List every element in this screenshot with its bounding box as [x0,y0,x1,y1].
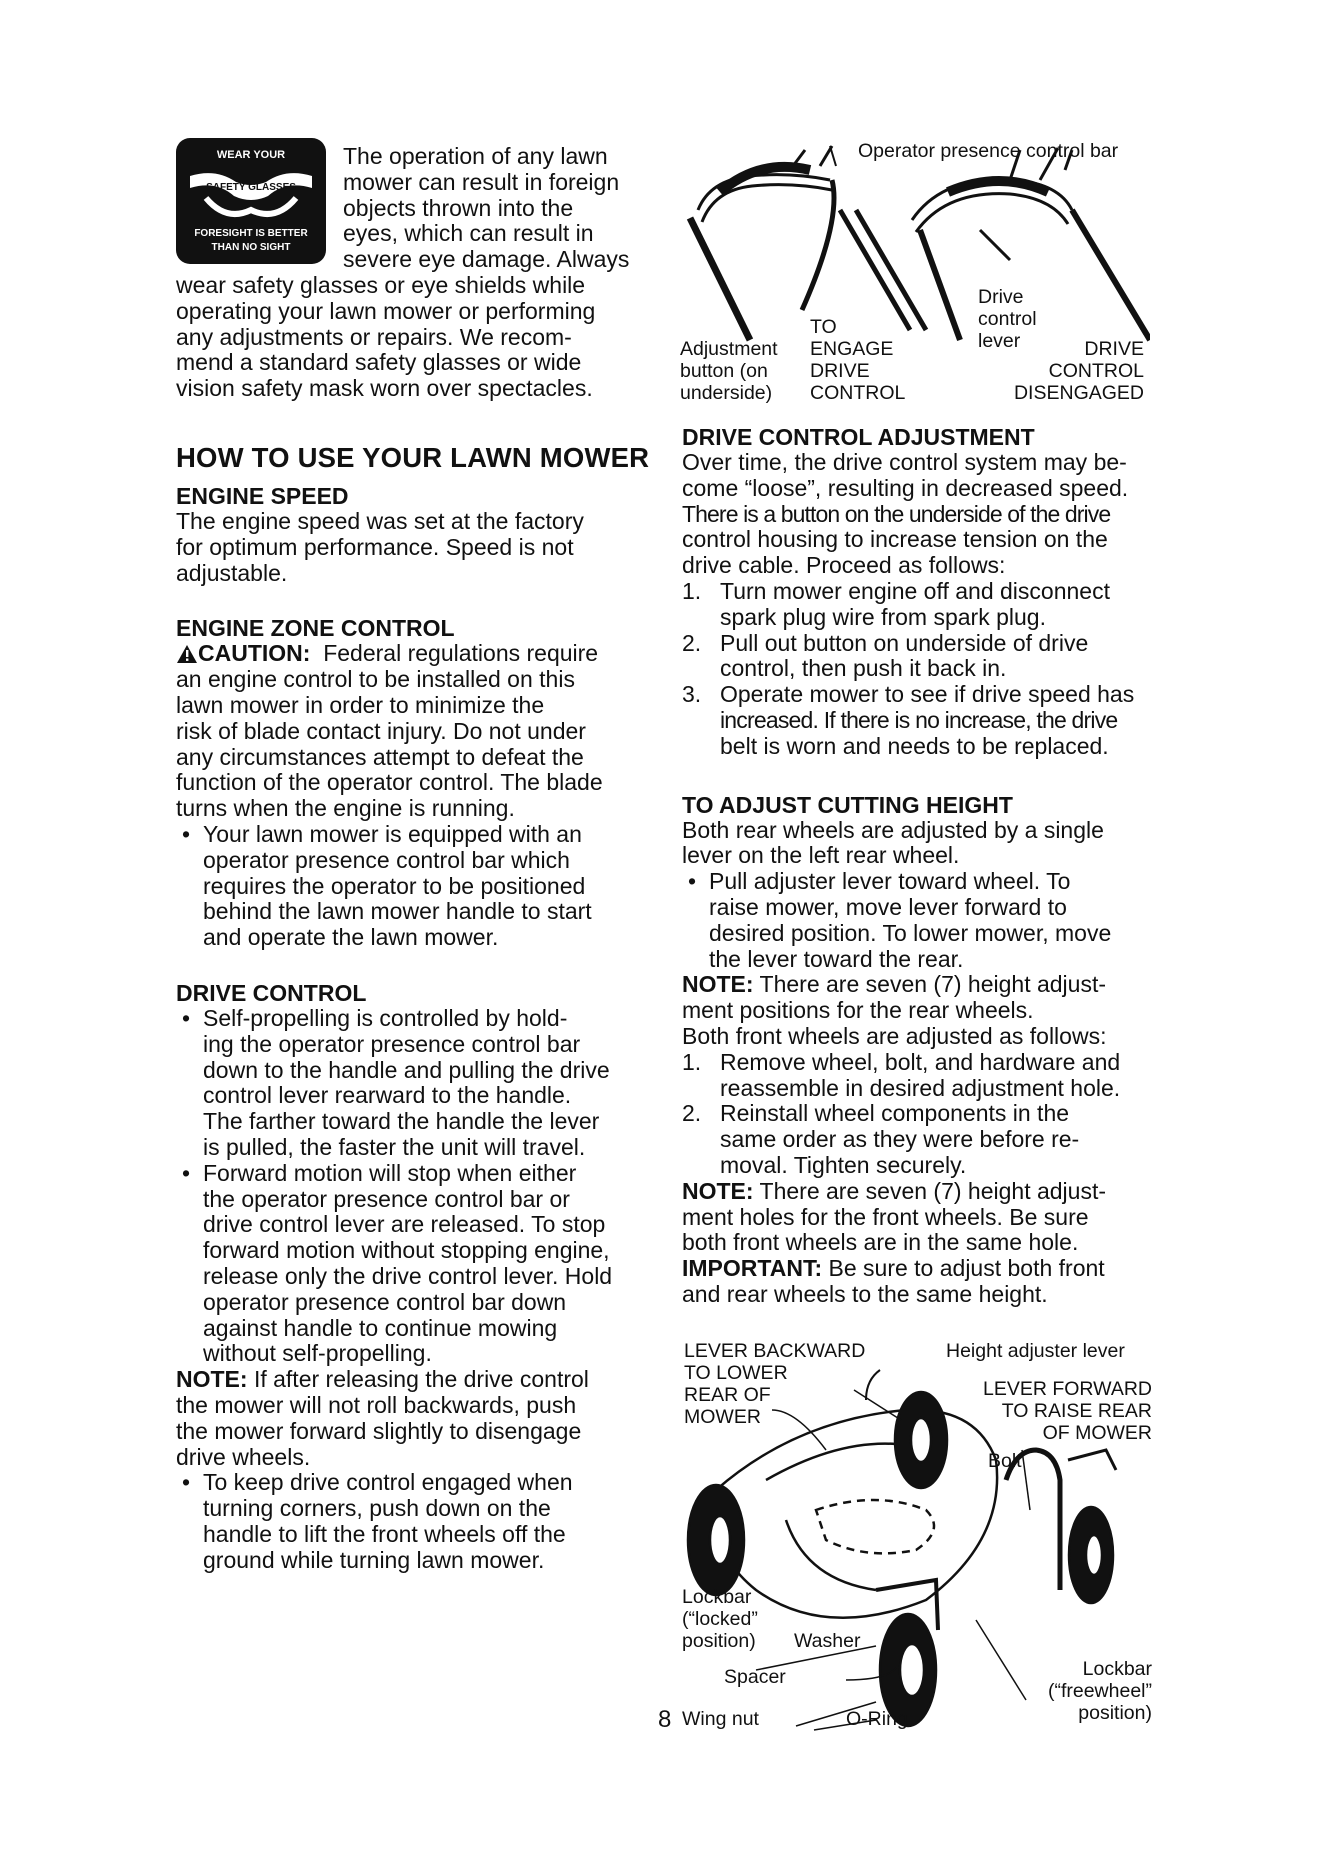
text-line: objects thrown into the [343,194,574,221]
height-adjust-figure [676,1340,1160,1740]
text-line: Federal regulations require [323,640,599,667]
step-number: 1. [682,577,702,604]
label-line: position) [1078,1702,1152,1724]
text-line: control lever rearward to the handle. [203,1082,572,1109]
text-line: any adjustments or repairs. We recom- [176,323,572,350]
text-line: come “loose”, resulting in decreased speed. [682,474,1129,501]
text-line: wear safety glasses or eye shields while [176,272,586,298]
important-label: IMPORTANT: [682,1255,823,1282]
text-line: spark plug wire from spark plug. [720,603,1046,630]
text-line: the mower forward slightly to disengage [176,1417,582,1444]
text-line: Reinstall wheel components in the [720,1100,1070,1127]
lever-backward-label [684,1340,865,1428]
label-line: (“locked” [682,1608,758,1630]
text-line: There are seven (7) height adjust- [759,971,1107,998]
safety-text-below [176,273,656,402]
label-line: LEVER BACKWARD [684,1340,866,1362]
list-item [176,1161,656,1367]
text-line: operator presence control bar down [203,1288,567,1315]
text-line: ment positions for the rear wheels. [682,997,1034,1024]
list-item [176,1006,656,1161]
text-line: The engine speed was set at the factory [176,508,584,534]
o-ring-label: O-Ring [846,1708,908,1730]
text-line: against handle to continue mowing [203,1314,558,1341]
text-line: for optimum performance. Speed is not [176,533,574,560]
page-number: 8 [658,1706,672,1733]
text-line: same order as they were before re- [720,1126,1080,1153]
text-line: the mower will not roll backwards, push [176,1391,577,1418]
text-line: control, then push it back in. [720,655,1007,682]
text-line: both front wheels are in the same hole. [682,1229,1079,1256]
cutting-height-bullets [682,869,1162,972]
text-line: and operate the lawn mower. [203,924,499,951]
note-label: NOTE: [682,1177,754,1204]
label-line: Adjustment [680,338,778,360]
drive-control-bullets-2 [176,1470,656,1573]
step-number: 1. [682,1048,702,1075]
label-line: TO LOWER [684,1362,788,1384]
text-line: ing the operator presence control bar [203,1030,581,1057]
step-number: 2. [682,629,702,656]
label-line: lever [978,330,1021,352]
label-line: ENGAGE [810,338,894,360]
engine-zone-heading: ENGINE ZONE CONTROL [176,615,455,642]
text-line: lever on the left rear wheel. [682,842,960,869]
label-line: TO RAISE REAR [1001,1400,1152,1422]
label-line: control [978,308,1037,330]
bolt-label: Bolt [988,1450,1022,1472]
important-note [682,1256,1162,1308]
drive-control-bullets [176,1006,656,1367]
text-line: and rear wheels to the same height. [682,1280,1048,1307]
text-line: moval. Tighten securely. [720,1151,967,1178]
engage-label [810,316,905,404]
drive-note [176,1367,656,1470]
text-line: adjustable. [176,559,288,586]
text-line: operator presence control bar which [203,846,570,873]
text-line: eyes, which can result in [343,220,594,247]
text-line: any circumstances attempt to defeat the [176,743,584,770]
label-line: DRIVE [810,360,870,382]
caution-label: CAUTION: [198,640,311,667]
caution-paragraph [176,641,656,822]
drive-adjust-steps [682,579,1162,760]
text-line: • Forward motion will stop when either [203,1159,577,1186]
right-column [682,424,1162,1308]
step-number: 3. [682,681,702,708]
height-adjuster-label: Height adjuster lever [946,1340,1125,1362]
washer-label: Washer [794,1630,861,1652]
text-line: requires the operator to be positioned [203,872,586,899]
text-line: raise mower, move lever forward to [709,893,1067,920]
list-item [682,631,1162,683]
step-number: 2. [682,1100,702,1127]
text-line: desired position. To lower mower, move [709,919,1112,946]
text-line: Pull out button on underside of drive [720,629,1089,656]
text-line: vision safety mask worn over spectacles. [176,375,593,402]
text-line: drive control lever are released. To stop [203,1211,606,1238]
icon-text-4: THAN NO SIGHT [211,242,291,253]
text-line: release only the drive control lever. Hold [203,1262,613,1289]
list-item [176,1470,656,1573]
text-line: Both front wheels are adjusted as follows: [682,1022,1107,1049]
lockbar-locked-label [682,1586,758,1652]
list-item [176,822,656,951]
text-line: The operation of any lawn [343,143,608,169]
disengaged-label [982,338,1144,404]
text-line: risk of blade contact injury. Do not under [176,717,586,744]
drive-control-heading: DRIVE CONTROL [176,979,367,1006]
engine-speed-text [176,509,656,586]
label-line: LEVER FORWARD [982,1378,1152,1400]
left-column [176,483,656,1573]
engine-zone-bullets [176,822,656,951]
text-line: turning corners, push down on the [203,1495,551,1522]
list-item [682,682,1162,759]
text-line: handle to lift the front wheels off the [203,1520,566,1547]
caution-line [176,641,656,667]
warning-triangle-icon [176,644,198,664]
note-label: NOTE: [682,971,754,998]
label-line: (“freewheel” [1047,1680,1152,1702]
label-line: underside) [680,382,773,404]
label-line: Lockbar [682,1586,752,1608]
text-line: mend a standard safety glasses or wide [176,349,582,376]
list-item [682,1050,1162,1102]
cutting-height-text [682,818,1162,870]
text-line: forward motion without stopping engine, [203,1237,610,1264]
text-line: If after releasing the drive control [253,1366,589,1393]
text-line: ground while turning lawn mower. [203,1546,545,1573]
label-line: Drive [978,286,1024,308]
list-item [682,579,1162,631]
text-line: down to the handle and pulling the drive [203,1056,610,1083]
text-line: control housing to increase tension on the [682,526,1108,553]
drive-control-figure [680,140,1150,410]
lockbar-freewheel-label [1006,1658,1152,1724]
operator-bar-label: Operator presence control bar [858,140,1119,162]
text-line: • To keep drive control engaged when [203,1469,573,1496]
text-line: the lever toward the rear. [709,945,964,972]
text-line: behind the lawn mower handle to start [203,898,592,925]
label-line: MOWER [684,1406,761,1428]
text-line: increased. If there is no increase, the drive [720,706,1118,733]
text-line: severe eye damage. Always [343,246,630,273]
text-line: is pulled, the faster the unit will travel. [203,1133,586,1160]
text-line: an engine control to be installed on this [176,666,575,693]
text-line: Be sure to adjust both front [828,1255,1105,1282]
label-line: Lockbar [1082,1658,1152,1680]
text-line: turns when the engine is running. [176,795,515,822]
label-line: TO [810,316,837,338]
icon-text-2: SAFETY GLASSES [206,182,296,193]
height-note-2 [682,1179,1162,1256]
label-line: CONTROL [810,382,906,404]
list-item [682,1101,1162,1178]
label-line: CONTROL [1048,360,1144,382]
text-line: • Self-propelling is controlled by hold- [203,1004,568,1031]
icon-text-1: WEAR YOUR [216,149,286,161]
list-item [682,869,1162,972]
height-note-1 [682,972,1162,1049]
text-line: drive wheels. [176,1443,311,1470]
label-line: DISENGAGED [1013,382,1144,404]
text-line: Over time, the drive control system may be- [682,449,1127,475]
text-line: operating your lawn mower or performing [176,297,596,324]
icon-text-3: FORESIGHT IS BETTER [194,228,308,239]
text-line: Operate mower to see if drive speed has [720,681,1135,708]
text-line: reassemble in desired adjustment hole. [720,1074,1121,1101]
engine-speed-heading: ENGINE SPEED [176,483,349,509]
text-line: without self-propelling. [203,1340,432,1367]
section-title: HOW TO USE YOUR LAWN MOWER [176,442,650,473]
text-line: belt is worn and needs to be replaced. [720,732,1109,759]
text-line: There are seven (7) height adjust- [759,1177,1107,1204]
text-line: There is a button on the underside of the drive [682,500,1111,527]
text-line: function of the operator control. The blade [176,769,603,796]
text-line: lawn mower in order to minimize the [176,691,545,718]
text-line: ment holes for the front wheels. Be sure [682,1203,1089,1230]
label-line: button (on [680,360,768,382]
label-line: OF MOWER [1042,1422,1152,1444]
text-line: drive cable. Proceed as follows: [682,552,1006,579]
cutting-height-heading: TO ADJUST CUTTING HEIGHT [682,791,1013,818]
label-line: position) [682,1630,756,1652]
text-line: Both rear wheels are adjusted by a single [682,816,1104,843]
text-line: mower can result in foreign [343,168,620,195]
text-line: • Your lawn mower is equipped with an [203,820,582,847]
adjustment-button-label [680,338,778,404]
lever-forward-label [946,1378,1152,1444]
text-line: Turn mower engine off and disconnect [720,577,1110,604]
drive-adjust-heading: DRIVE CONTROL ADJUSTMENT [682,424,1035,450]
safety-text-beside [343,144,663,273]
drive-adjust-text [682,450,1162,579]
text-line: The farther toward the handle the lever [203,1108,600,1135]
text-line: • Pull adjuster lever toward wheel. To [709,868,1071,895]
label-line: DRIVE [1084,338,1144,360]
text-line: Remove wheel, bolt, and hardware and [720,1048,1121,1075]
spacer-label: Spacer [724,1666,786,1688]
label-line: REAR OF [684,1384,771,1406]
note-label: NOTE: [176,1366,248,1393]
front-wheel-steps [682,1050,1162,1179]
safety-glasses-icon [176,138,326,264]
text-line: the operator presence control bar or [203,1185,570,1212]
wing-nut-label: Wing nut [682,1708,759,1730]
